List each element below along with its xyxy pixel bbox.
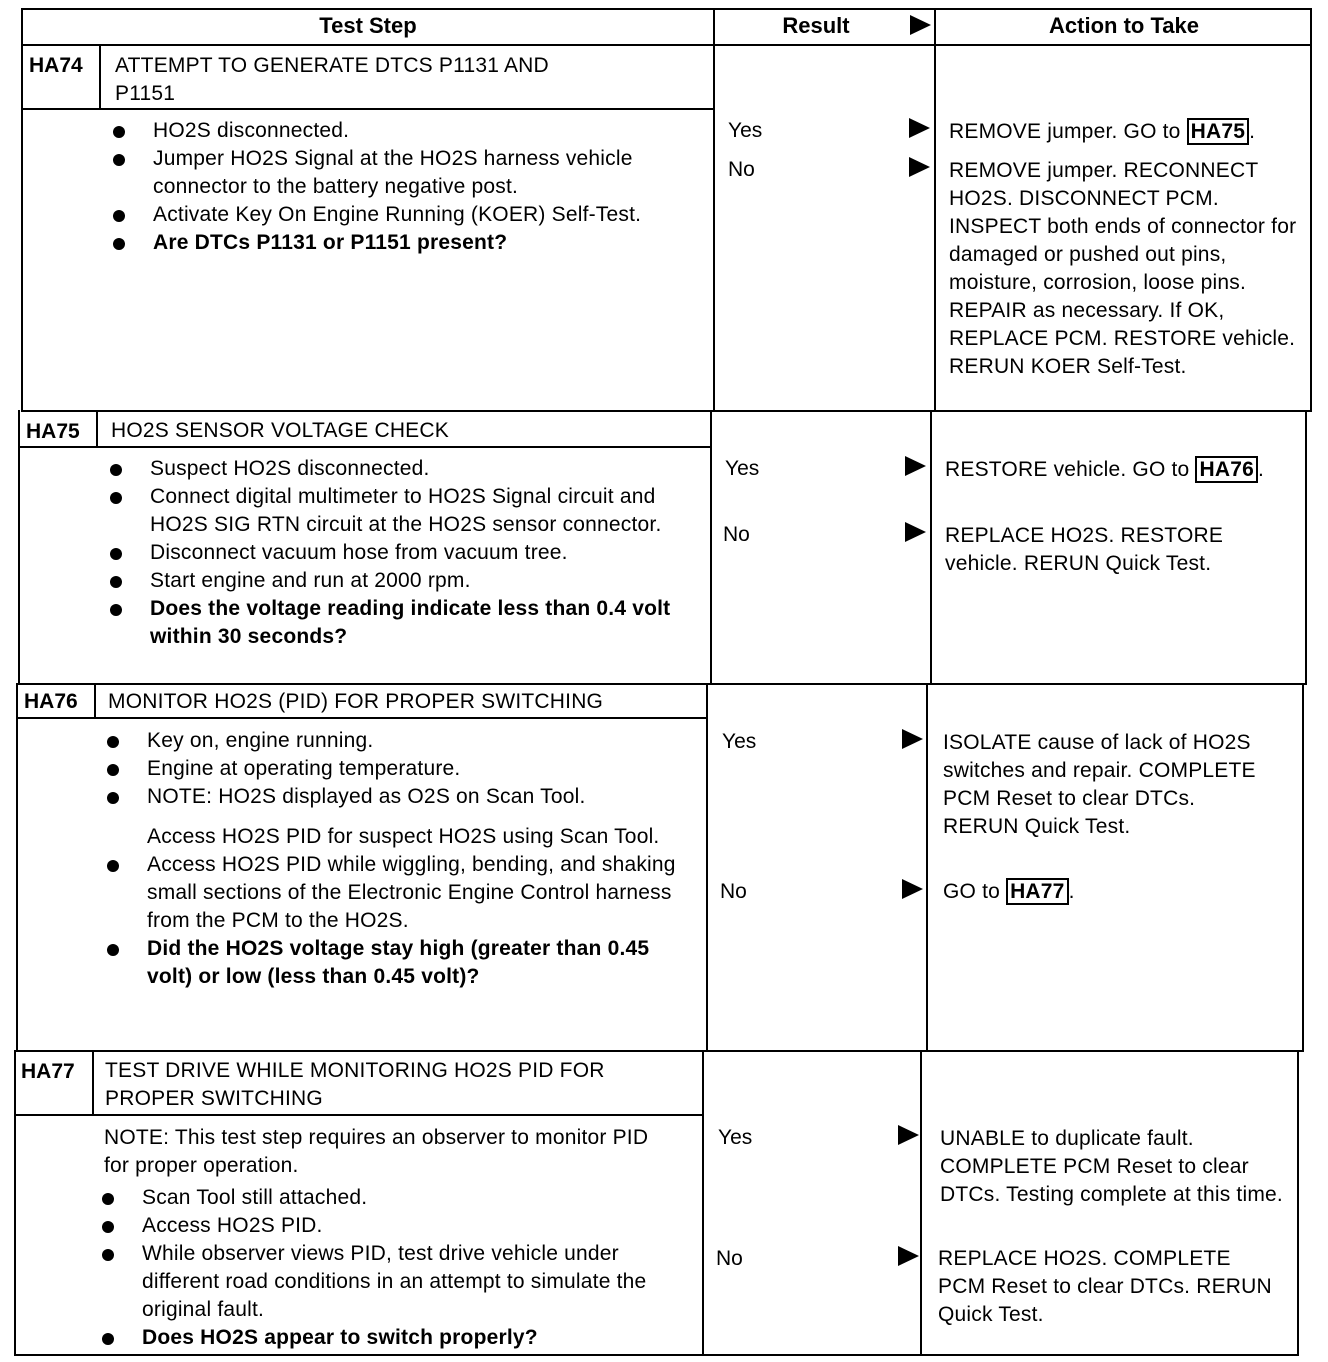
item-text: While observer views PID, test drive vehicle under different road conditions in an attempt to simulate the original fault. [142,1242,647,1321]
step-id-ha74: HA74 [29,54,83,77]
step-title-ha74 [115,52,549,108]
bullet-icon [107,736,119,748]
result-no: No [728,158,755,181]
step-title-line: TEST DRIVE WHILE MONITORING HO2S PID FOR [105,1059,605,1082]
item-text: Does HO2S appear to switch properly? [142,1326,538,1349]
step-title-line: HO2S SENSOR VOLTAGE CHECK [111,419,449,442]
step-id-ha76: HA76 [24,690,78,713]
row3-id-divider [94,683,96,719]
step-title-ha76 [108,688,603,716]
bullet-icon [102,1249,114,1261]
list-item [142,1212,692,1240]
arrow-icon [905,522,926,542]
list-item [150,567,695,595]
step-note-ha77: NOTE: This test step requires an observer to monitor PID for proper operation. [104,1126,649,1177]
item-text: Does the voltage reading indicate less than 0.4 volt within 30 seconds? [150,597,671,648]
row3-left-border [16,683,18,1052]
action-no: REPLACE HO2S. COMPLETE PCM Reset to clear DTCs. RERUN Quick Test. [938,1247,1272,1326]
action-yes: ISOLATE cause of lack of HO2S switches and repair. COMPLETE PCM Reset to clear DTCs. RERUN Quick Test. [943,731,1256,838]
row1-result-divider [713,8,715,412]
item-text: Are DTCs P1131 or P1151 present? [153,231,508,254]
item-text: Engine at operating temperature. [147,757,461,780]
action-yes: UNABLE to duplicate fault. COMPLETE PCM Reset to clear DTCs. Testing complete at this time. [940,1127,1283,1206]
row2-id-divider [96,410,98,448]
item-text: Access HO2S PID while wiggling, bending, and shaking small sections of the Electronic Engine Control harness from the PCM to the HO2S. [147,853,676,932]
step-items-ha77 [142,1184,692,1352]
action-yes [949,118,1305,146]
action-text: . [1068,880,1075,903]
row1-left-border [21,8,23,412]
bullet-icon [107,944,119,956]
item-text: Access HO2S PID for suspect HO2S using Scan Tool. [147,825,660,848]
list-item [153,145,693,201]
bullet-icon [110,548,122,560]
bullet-icon [110,604,122,616]
step-title-line: ATTEMPT TO GENERATE DTCS P1131 AND [115,54,549,77]
bullet-icon [107,764,119,776]
bullet-icon [113,154,125,166]
list-item [150,483,695,539]
list-item [142,1324,692,1352]
row3-bottom-border [16,1050,1304,1052]
list-item [147,851,692,935]
bullet-icon [102,1193,114,1205]
list-item [150,595,695,651]
header-action: Action to Take [1049,13,1199,38]
row4-result-divider [702,1050,704,1356]
row4-left-border [14,1050,16,1356]
list-item [142,1184,692,1212]
bullet-icon [102,1333,114,1345]
header-arrow-icon [910,15,931,35]
row1-right-border [1310,8,1312,412]
list-item [147,783,692,811]
goto-ref-ha77[interactable]: HA77 [1006,878,1069,905]
list-item [147,935,692,991]
result-yes: Yes [725,457,760,480]
bullet-icon [110,464,122,476]
step-items-ha74 [153,117,693,257]
list-item [153,229,693,257]
action-text: . [1257,458,1265,481]
action-yes [945,456,1275,484]
row3-title-underline [16,717,708,719]
row4-bottom-border [14,1354,1299,1356]
action-text: . [1249,120,1256,143]
arrow-icon [909,118,930,138]
arrow-icon [905,456,926,476]
row3-action-divider [926,683,928,1052]
row2-action-divider [930,410,932,685]
list-item [153,201,693,229]
item-text: Activate Key On Engine Running (KOER) Self-Test. [153,203,642,226]
result-yes: Yes [722,730,757,753]
action-text: REMOVE jumper. GO to [949,120,1187,143]
row4-title-underline [14,1114,704,1116]
step-items-ha75 [150,455,695,651]
row4-action-divider [920,1050,922,1356]
result-yes: Yes [718,1126,753,1149]
item-text: Access HO2S PID. [142,1214,323,1237]
item-text: Connect digital multimeter to HO2S Signal circuit and HO2S SIG RTN circuit at the HO2S sensor connector. [150,485,662,536]
goto-ref-ha75[interactable]: HA75 [1187,118,1250,145]
arrow-icon [898,1125,919,1145]
step-items-ha76 [147,727,692,991]
item-text: NOTE: HO2S displayed as O2S on Scan Tool. [147,785,586,808]
item-text: HO2S disconnected. [153,119,350,142]
row2-left-border [18,410,20,685]
step-title-ha77 [105,1057,605,1113]
step-title-line: PROPER SWITCHING [105,1087,323,1110]
list-item [147,727,692,755]
row3-result-divider [706,683,708,1052]
action-text: RESTORE vehicle. GO to [945,458,1196,481]
action-text: GO to [943,880,1007,903]
bullet-icon [110,492,122,504]
header-result: Result [782,13,850,38]
arrow-icon [898,1246,919,1266]
row1-action-divider [934,8,936,412]
list-item [150,455,695,483]
row4-id-divider [92,1050,94,1116]
step-title-line: P1151 [115,82,176,105]
row2-bottom-border [18,683,1307,685]
result-no: No [716,1247,743,1270]
bullet-icon [113,210,125,222]
goto-ref-ha76[interactable]: HA76 [1195,456,1258,483]
list-item [147,755,692,783]
row1-bottom-border [21,410,1312,412]
row2-result-divider [710,410,712,685]
bullet-icon [107,860,119,872]
bullet-icon [102,1221,114,1233]
step-title-line: MONITOR HO2S (PID) FOR PROPER SWITCHING [108,690,604,713]
action-no: REPLACE HO2S. RESTORE vehicle. RERUN Quick Test. [945,524,1224,575]
row4-right-border [1297,1050,1299,1356]
list-item [147,823,692,851]
bullet-icon [113,238,125,250]
item-text: Scan Tool still attached. [142,1186,368,1209]
row1-title-underline [21,108,715,110]
header-bottom-border [22,44,1312,46]
item-text: Disconnect vacuum hose from vacuum tree. [150,541,568,564]
arrow-icon [902,729,923,749]
row1-id-divider [99,44,101,110]
bullet-icon [113,126,125,138]
action-no [943,878,1273,906]
list-item [153,117,693,145]
action-no: REMOVE jumper. RECONNECT HO2S. DISCONNECT PCM. INSPECT both ends of connector for damaged or pushed out pins, moisture, corrosion, loose pins. REPAIR as necessary. If OK, REPLACE PCM. RESTORE vehicle. RERUN KOER Self-Test. [949,159,1297,378]
header-test-step: Test Step [319,13,417,38]
step-id-ha75: HA75 [26,420,80,443]
row2-title-underline [18,446,712,448]
result-no: No [723,523,750,546]
list-item [150,539,695,567]
arrow-icon [902,879,923,899]
row2-right-border [1305,410,1307,685]
item-text: Did the HO2S voltage stay high (greater than 0.45 volt) or low (less than 0.45 volt)? [147,937,650,988]
list-item [142,1240,692,1324]
table-top-border [22,8,1312,10]
item-text: Start engine and run at 2000 rpm. [150,569,471,592]
step-id-ha77: HA77 [21,1060,75,1083]
row3-right-border [1302,683,1304,1052]
bullet-icon [110,576,122,588]
item-text: Key on, engine running. [147,729,374,752]
result-no: No [720,880,747,903]
bullet-icon [107,792,119,804]
item-text: Suspect HO2S disconnected. [150,457,430,480]
result-yes: Yes [728,119,763,142]
item-text: Jumper HO2S Signal at the HO2S harness vehicle connector to the battery negative post. [153,147,633,198]
arrow-icon [909,157,930,177]
step-title-ha75 [111,417,449,445]
